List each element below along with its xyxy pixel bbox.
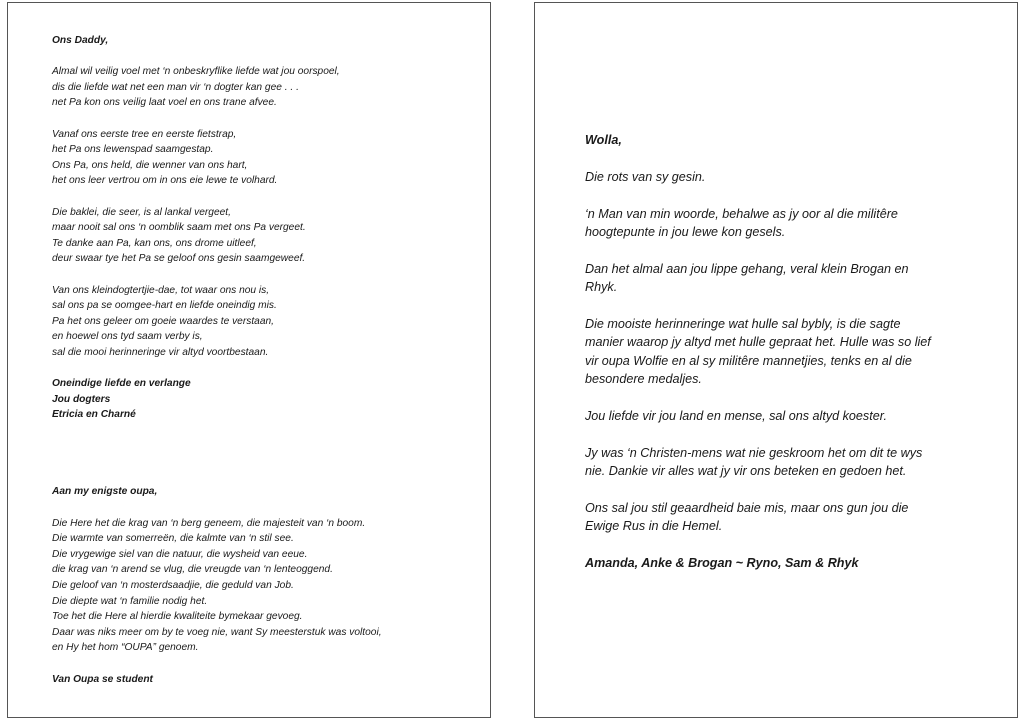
poem-line: sal die mooi herinneringe vir altyd voortbestaan. xyxy=(52,346,269,358)
paragraph-line: Jou liefde vir jou land en mense, sal ons altyd koester. xyxy=(585,409,887,424)
poem1-stanza-2 xyxy=(52,127,472,189)
tribute-paragraph-5 xyxy=(585,407,980,425)
paragraph-line: nie. Dankie vir alles wat jy vir ons beteken en gedoen het. xyxy=(585,464,907,479)
tribute-paragraph-3 xyxy=(585,260,980,297)
poem-line: Pa het ons geleer om goeie waardes te verstaan, xyxy=(52,315,274,327)
tribute-signature: Amanda, Anke & Brogan ~ Ryno, Sam & Rhyk xyxy=(585,556,859,571)
poem-line: het ons leer vertrou om in ons eie lewe te volhard. xyxy=(52,175,278,187)
paragraph-line: Ewige Rus in die Hemel. xyxy=(585,519,723,534)
right-page xyxy=(534,2,1018,718)
poem-line: Te danke aan Pa, kan ons, ons drome uitleef, xyxy=(52,237,257,249)
tribute-paragraph-6 xyxy=(585,444,980,481)
paragraph-line: besondere medaljes. xyxy=(585,372,702,387)
poem1-stanza-1 xyxy=(52,64,472,111)
poem1-title: Ons Daddy, xyxy=(52,35,109,46)
left-page-content xyxy=(52,33,472,703)
poem-line: deur swaar tye het Pa se geloof ons gesin saamgeweef. xyxy=(52,253,306,265)
paragraph-line: Die mooiste herinneringe wat hulle sal bybly, is die sagte xyxy=(585,317,901,331)
tribute-paragraph-7 xyxy=(585,499,980,536)
poem-line: Die diepte wat ‘n familie nodig het. xyxy=(52,595,208,607)
poem-line: maar nooit sal ons ‘n oomblik saam met ons Pa vergeet. xyxy=(52,222,306,234)
poem1-signature xyxy=(52,376,472,423)
paragraph-line: Jy was ‘n Christen-mens wat nie geskroom het om dit te wys xyxy=(585,445,923,460)
poem-line: Almal wil veilig voel met ‘n onbeskryflike liefde wat jou oorspoel, xyxy=(52,66,340,78)
poem-line: Die warmte van somerreën, die kalmte van ‘n stil see. xyxy=(52,533,294,545)
poem-line: sal ons pa se oomgee-hart en liefde oneindig mis. xyxy=(52,300,277,312)
signature-line: Jou dogters xyxy=(52,393,111,405)
paragraph-line: Ons sal jou stil geaardheid baie mis, maar ons gun jou die xyxy=(585,501,909,516)
tribute-title: Wolla, xyxy=(585,133,622,147)
signature-line: Etricia en Charné xyxy=(52,409,136,421)
section-spacer xyxy=(52,438,472,484)
poem-line: Die geloof van ‘n mosterdsaadjie, die geduld van Job. xyxy=(52,580,294,591)
paragraph-line: manier waarop jy altyd met hulle gepraat het. Hulle was so lief xyxy=(585,335,931,350)
poem-line: Van ons kleindogtertjie-dae, tot waar ons nou is, xyxy=(52,284,270,296)
poem1-stanza-3 xyxy=(52,205,472,267)
tribute-paragraph-2 xyxy=(585,205,980,242)
paragraph-line: vir oupa Wolfie en al sy militêre mannetjies, tenks en al die xyxy=(585,353,912,368)
poem-line: Daar was niks meer om by te voeg nie, want Sy meesterstuk was voltooi, xyxy=(52,626,382,638)
tribute-paragraph-4 xyxy=(585,315,980,389)
signature-line: Oneindige liefde en verlange xyxy=(52,378,191,390)
poem2-signature: Van Oupa se student xyxy=(52,673,153,685)
poem-line: en hoewel ons tyd saam verby is, xyxy=(52,331,203,343)
paragraph-line: Die rots van sy gesin. xyxy=(585,169,706,184)
poem-line: Die vrygewige siel van die natuur, die wysheid van eeue. xyxy=(52,548,308,560)
poem-line: Die baklei, die seer, is al lankal vergeet, xyxy=(52,206,231,218)
poem-line: en Hy het hom “OUPA” genoem. xyxy=(52,642,199,654)
poem-line: het Pa ons lewenspad saamgestap. xyxy=(52,144,214,156)
poem-line: Ons Pa, ons held, die wenner van ons hart, xyxy=(52,159,248,171)
left-page xyxy=(7,2,491,718)
paragraph-line: Dan het almal aan jou lippe gehang, veral klein Brogan en xyxy=(585,261,909,276)
poem-line: die krag van ‘n arend se vlug, die vreugde van ‘n lenteoggend. xyxy=(52,564,333,576)
poem2-body xyxy=(52,516,472,656)
poem-line: Vanaf ons eerste tree en eerste fietstrap, xyxy=(52,128,237,140)
poem-line: Die Here het die krag van ‘n berg geneem, die majesteit van ‘n boom. xyxy=(52,517,366,529)
poem-line: dis die liefde wat net een man vir ‘n dogter kan gee . . . xyxy=(52,81,299,93)
poem1-stanza-4 xyxy=(52,283,472,361)
paragraph-line: ‘n Man van min woorde, behalwe as jy oor al die militêre xyxy=(585,206,898,221)
paragraph-line: Rhyk. xyxy=(585,280,618,295)
poem-line: net Pa kon ons veilig laat voel en ons trane afvee. xyxy=(52,97,277,109)
right-page-content xyxy=(585,131,980,591)
poem-line: Toe het die Here al hierdie kwaliteite bymekaar gevoeg. xyxy=(52,611,303,623)
tribute-paragraph-1 xyxy=(585,168,980,186)
poem2-title: Aan my enigste oupa, xyxy=(52,486,158,498)
paragraph-line: hoogtepunte in jou lewe kon gesels. xyxy=(585,225,786,239)
